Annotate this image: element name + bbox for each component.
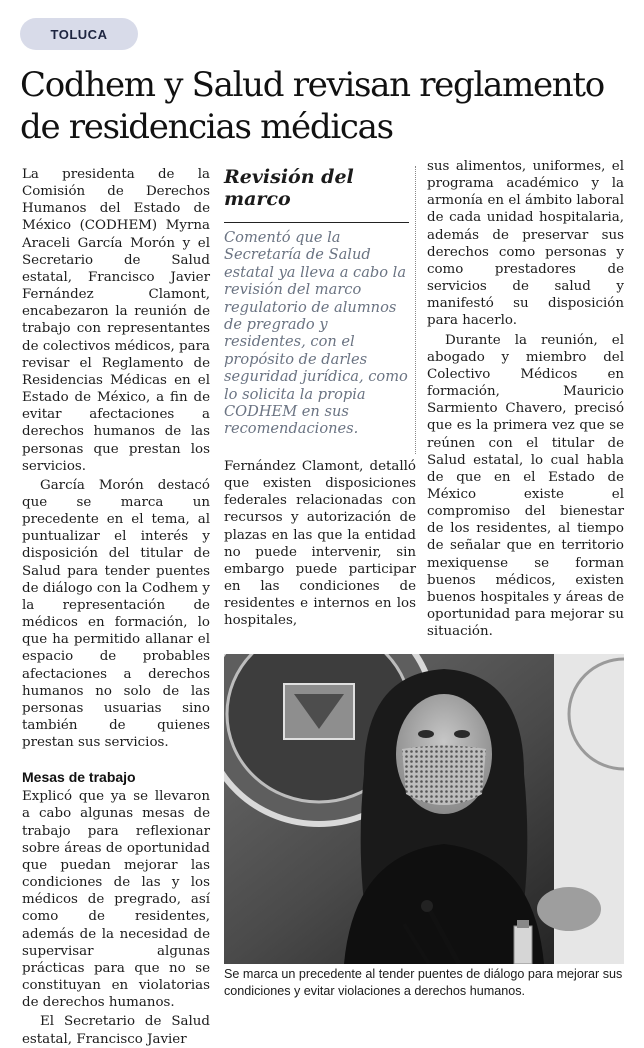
article-column-1 — [22, 166, 210, 1048]
news-photo — [224, 654, 624, 964]
subheading: Mesas de trabajo — [22, 769, 136, 786]
pull-quote — [224, 166, 416, 454]
article-column-2 — [224, 458, 416, 630]
paragraph: Durante la reunión, el abogado y miembro del Colectivo Médicos en formación, Mauricio Sarmiento Chavero, precisó que es la primera vez que se reúnen con el titular de Salud estatal, lo cual habla de que en el Estado de México existe el compromiso del bienestar de los residentes, al tiempo de señalar que en territorio mexiquense se forman buenos médicos, existen buenos hospitales y áreas de oportunidad para mejorar su situación. — [427, 332, 624, 640]
pull-quote-text: Comentó que la Secretaría de Salud estatal ya lleva a cabo la revisión del marco regulatorio de alumnos de pregrado y residentes, con el propósito de darles seguridad jurídica, como lo solicita la propia CODHEM en sus recomendaciones. — [224, 229, 408, 438]
headline: Codhem y Salud revisan reglamento de residencias médicas — [20, 65, 604, 147]
photo-caption: Se marca un precedente al tender puentes de diálogo para mejorar sus condiciones y evitar violaciones a derechos humanos. — [224, 967, 623, 998]
divider — [224, 222, 409, 223]
paragraph: Fernández Clamont, detalló que existen disposiciones federales relacionadas con recursos y autorización de plazas en las que la entidad no puede intervenir, sin embargo puede participar en las condiciones de residentes e internos en los hospitales, — [224, 459, 416, 629]
pull-quote-title: Revisión del marco — [224, 166, 354, 210]
paragraph: sus alimentos, uniformes, el programa académico y la armonía en el ámbito laboral de cada unidad hospitalaria, además de preservar sus derechos como personas y como prestadores de servicios de salud y manifestó su disposición para hacerlo. — [427, 159, 624, 329]
article-column-3 — [427, 158, 624, 640]
paragraph: El Secretario de Salud estatal, Francisco Javier — [22, 1014, 210, 1047]
paragraph: Explicó que ya se llevaron a cabo algunas mesas de trabajo para reflexionar sobre áreas de oportunidad que puedan mejorar las condiciones de las y los médicos de pregrado, así como de residentes, además de la necesidad de supervisar algunas prácticas para que no se constituyan en violatorias de derechos humanos. — [22, 789, 210, 1011]
paragraph: La presidenta de la Comisión de Derechos Humanos del Estado de México (CODHEM) Myrna Araceli García Morón y el Secretario de Salud estatal, Francisco Javier Fernández Clamont, encabezaron la reunión de trabajo con representantes de colectivos médicos, para revisar el Reglamento de Residencias Médicas en el Estado de México, a fin de evitar afectaciones a derechos humanos de las personas que prestan los servicios. — [22, 167, 210, 474]
paragraph: García Morón destacó que se marca un precedente en el tema, al puntualizar el interés y disposición del titular de Salud para tender puentes de diálogo con la Codhem y la representación de médicos en formación, lo que ha permitido allanar el espacio de probables afectaciones a derechos humanos no solo de las personas usuarias sino también de quienes prestan sus servicios. — [22, 477, 210, 751]
section-badge: TOLUCA — [20, 18, 138, 50]
photo-illustration — [224, 654, 624, 964]
